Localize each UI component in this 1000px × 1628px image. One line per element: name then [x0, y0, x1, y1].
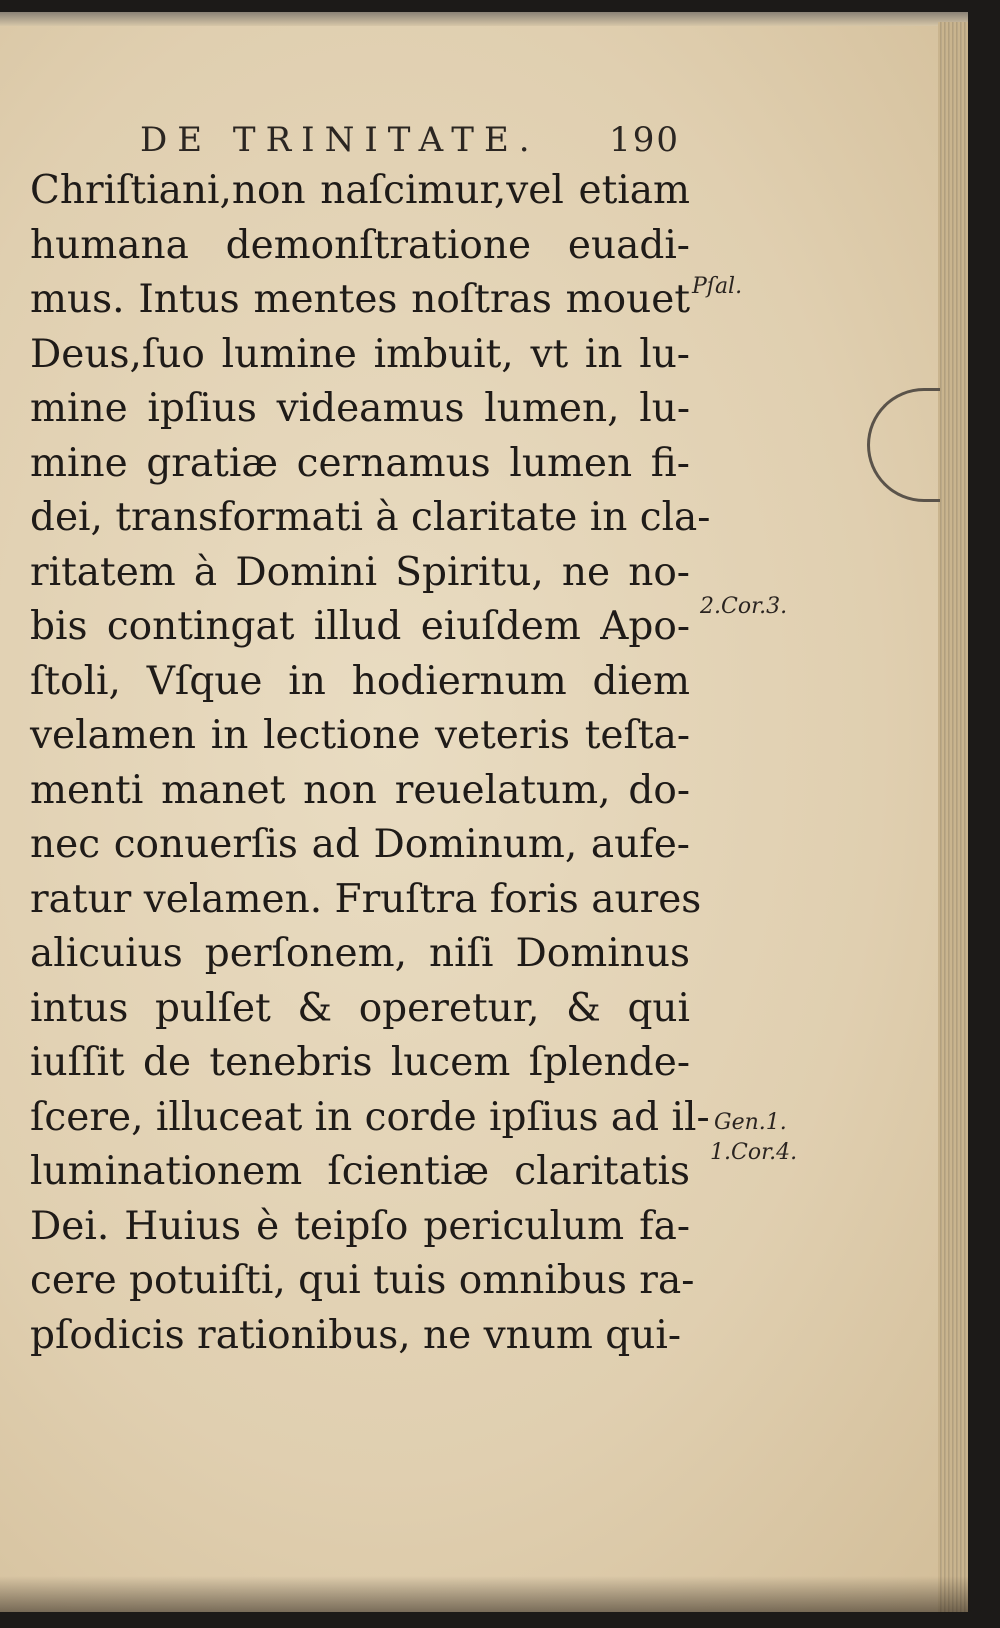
top-edge-shadow [0, 12, 968, 26]
running-title: DE TRINITATE. [140, 120, 540, 160]
running-header [140, 120, 680, 166]
text-line: ſtoli, Vſque in hodiernum diem [30, 658, 690, 704]
text-line: pſodicis rationibus, ne vnum qui- [30, 1312, 682, 1358]
text-line: ritatem à Domini Spiritu, ne no- [30, 549, 690, 595]
text-line: velamen in lectione veteris teſta- [30, 713, 690, 758]
text-line: cere potuiſti, qui tuis omnibus ra- [30, 1258, 695, 1303]
page-number: 190 [609, 120, 680, 160]
page-leaf-edges [938, 22, 968, 1612]
text-line: bis contingat illud eiuſdem Apo- [30, 604, 690, 649]
text-line: humana demonſtratione euadi- [30, 222, 690, 268]
text-line: dei, transformati à claritate in cla- [30, 495, 711, 540]
body-text [30, 164, 711, 1363]
page-tab-outline [867, 388, 940, 502]
text-line: Dei. Huius è teipſo periculum fa- [30, 1203, 690, 1249]
text-line: ſcere, illuceat in corde ipſius ad il- [30, 1094, 710, 1140]
text-line: ratur velamen. Fruſtra foris aures [30, 876, 702, 922]
text-line: iuſſit de tenebris lucem ſplende- [30, 1040, 690, 1085]
margin-note-psal: Pſal. [692, 274, 743, 299]
book-page [0, 12, 968, 1612]
text-line: Deus,ſuo lumine imbuit, vt in lu- [30, 331, 690, 377]
margin-note-gen: Gen.1. [714, 1110, 787, 1135]
bottom-edge-shadow [0, 1576, 968, 1612]
text-line: intus pulſet & operetur, & qui [30, 985, 690, 1031]
text-line: menti manet non reuelatum, do- [30, 767, 690, 813]
text-line: nec conuerſis ad Dominum, aufe- [30, 822, 690, 867]
text-line: Chriſtiani,non naſcimur,vel etiam [30, 168, 690, 213]
text-line: alicuius perſonem, niſi Dominus [30, 931, 690, 976]
text-line: luminationem ſcientiæ claritatis [30, 1149, 690, 1194]
margin-note-2cor: 2.Cor.3. [700, 594, 788, 619]
text-line: mus. Intus mentes noſtras mouet [30, 277, 690, 322]
text-line: mine gratiæ cernamus lumen fi- [30, 440, 690, 486]
margin-note-1cor: 1.Cor.4. [710, 1140, 798, 1165]
text-line: mine ipſius videamus lumen, lu- [30, 386, 690, 431]
